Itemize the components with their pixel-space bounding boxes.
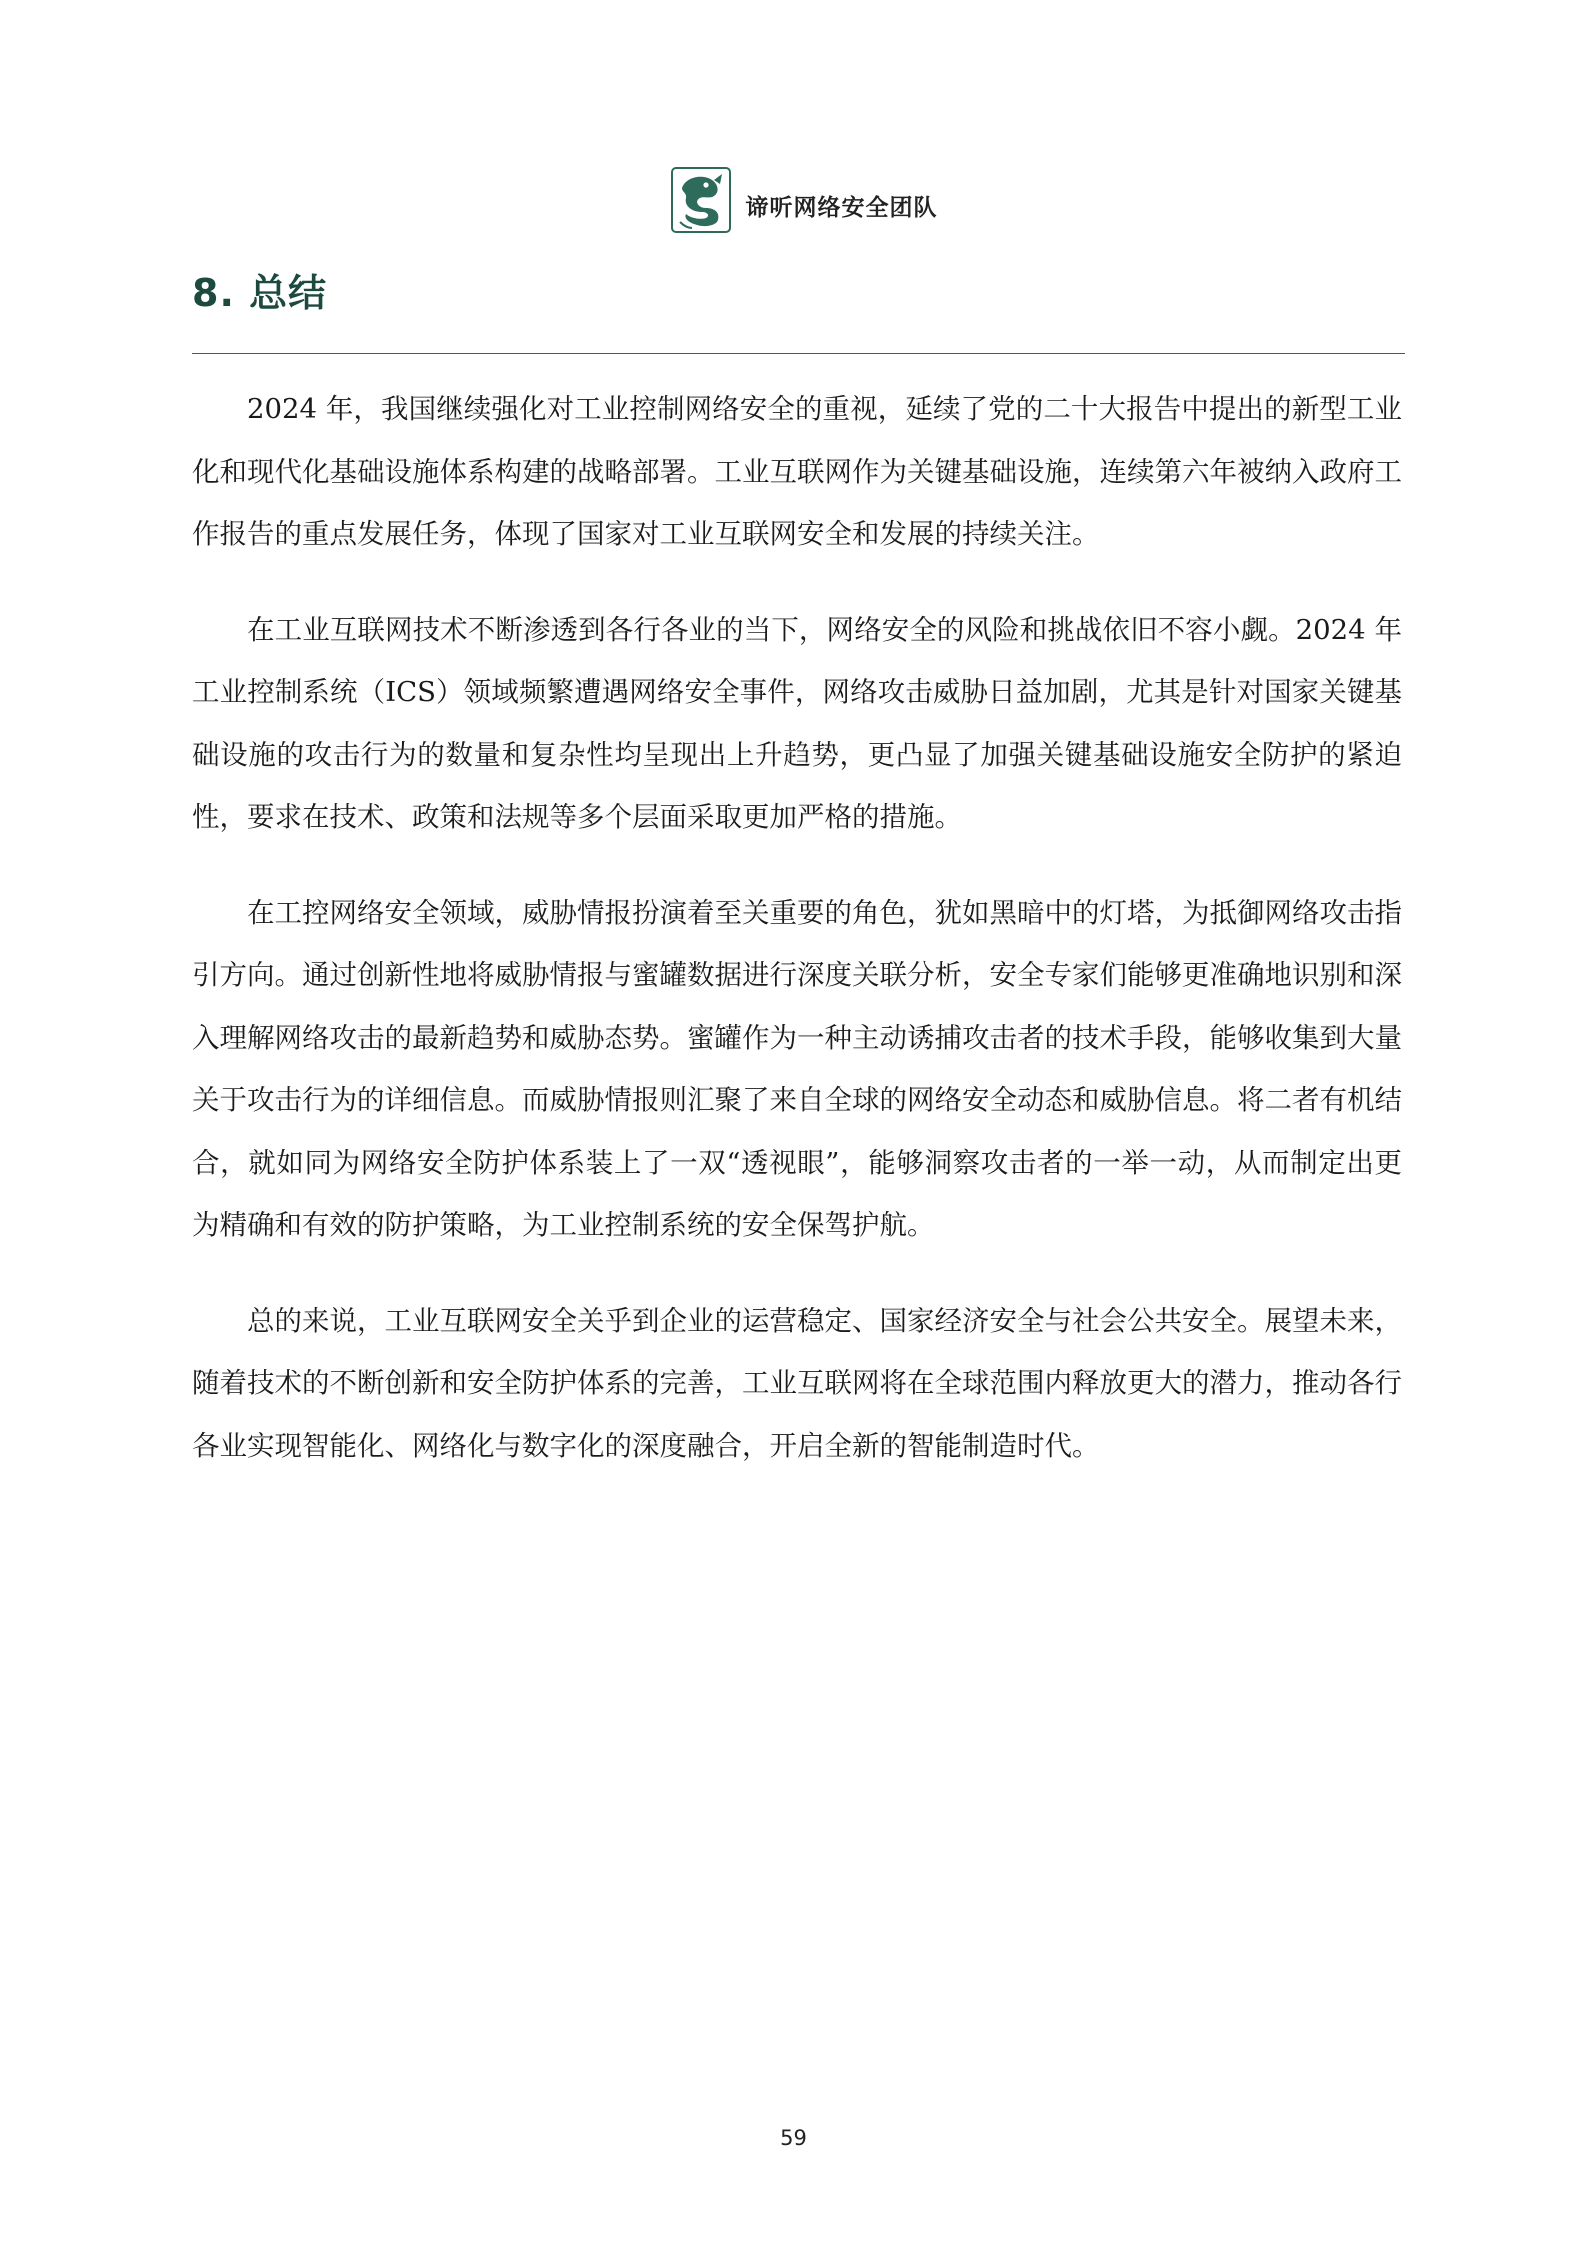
section-title: 8. 总结 xyxy=(192,271,328,315)
title-divider xyxy=(192,353,1405,354)
paragraph: 总的来说，工业互联网安全关乎到企业的运营稳定、国家经济安全与社会公共安全。展望未来，随着技术的不断创新和安全防护体系的完善，工业互联网将在全球范围内释放更大的潜力，推动各行各业实现智能化、网络化与数字化的深度融合，开启全新的智能制造时代。 xyxy=(192,1304,1402,1462)
page-header xyxy=(0,160,1587,240)
summary-body xyxy=(192,378,1402,1510)
page-number: 59 xyxy=(780,2126,807,2150)
paragraph: 2024 年，我国继续强化对工业控制网络安全的重视，延续了党的二十大报告中提出的新型工业化和现代化基础设施体系构建的战略部署。工业互联网作为关键基础设施，连续第六年被纳入政府工作报告的重点发展任务，体现了国家对工业互联网安全和发展的持续关注。 xyxy=(192,393,1402,550)
paragraph: 在工业互联网技术不断渗透到各行各业的当下，网络安全的风险和挑战依旧不容小觑。2024 年工业控制系统（ICS）领域频繁遭遇网络安全事件，网络攻击威胁日益加剧，尤其是针对国家关键基础设施的攻击行为的数量和复杂性均呈现出上升趋势，更凸显了加强关键基础设施安全防护的紧迫性，要求在技术、政策和法规等多个层面采取更加严格的措施。 xyxy=(192,613,1402,833)
dragon-seal-logo-icon xyxy=(670,166,732,234)
team-name: 谛听网络安全团队 xyxy=(745,194,938,221)
header-brand xyxy=(670,166,938,234)
paragraph: 在工控网络安全领域，威胁情报扮演着至关重要的角色，犹如黑暗中的灯塔，为抵御网络攻击指引方向。通过创新性地将威胁情报与蜜罐数据进行深度关联分析，安全专家们能够更准确地识别和深入理解网络攻击的最新趋势和威胁态势。蜜罐作为一种主动诱捕攻击者的技术手段，能够收集到大量关于攻击行为的详细信息。而威胁情报则汇聚了来自全球的网络安全动态和威胁信息。将二者有机结合，就如同为网络安全防护体系装上了一双“透视眼”，能够洞察攻击者的一举一动，从而制定出更为精确和有效的防护策略，为工业控制系统的安全保驾护航。 xyxy=(192,896,1402,1241)
